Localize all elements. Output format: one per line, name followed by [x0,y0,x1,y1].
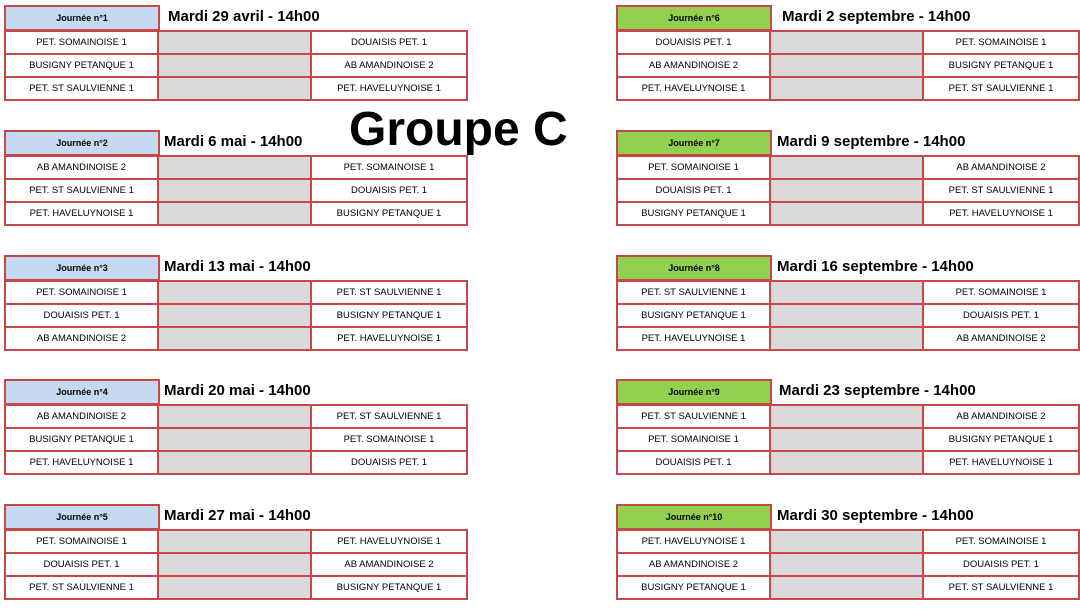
journee-label: Journée n°8 [616,255,772,281]
match-row [617,530,1079,553]
score-cell [158,451,311,474]
match-row [5,281,467,304]
matches-table [616,529,1080,600]
journee-block [4,379,468,485]
journee-label: Journée n°1 [4,5,160,31]
home-team: AB AMANDINOISE 2 [617,553,770,576]
away-team: AB AMANDINOISE 2 [311,54,467,77]
journee-date: Mardi 20 mai - 14h00 [164,382,311,399]
home-team: PET. HAVELUYNOISE 1 [617,77,770,100]
journee-date: Mardi 29 avril - 14h00 [168,8,320,25]
score-cell [770,576,923,599]
score-cell [770,405,923,428]
journee-label: Journée n°10 [616,504,772,530]
journee-label: Journée n°9 [616,379,772,405]
journee-label: Journée n°6 [616,5,772,31]
journee-block [616,379,1080,485]
away-team: PET. SOMAINOISE 1 [923,281,1079,304]
home-team: DOUAISIS PET. 1 [5,304,158,327]
match-row [617,428,1079,451]
match-row [5,451,467,474]
away-team: PET. ST SAULVIENNE 1 [311,405,467,428]
away-team: PET. HAVELUYNOISE 1 [311,530,467,553]
away-team: BUSIGNY PETANQUE 1 [311,576,467,599]
match-row [5,77,467,100]
away-team: AB AMANDINOISE 2 [923,156,1079,179]
score-cell [770,54,923,77]
match-row [617,202,1079,225]
home-team: PET. ST SAULVIENNE 1 [617,405,770,428]
home-team: PET. ST SAULVIENNE 1 [617,281,770,304]
home-team: DOUAISIS PET. 1 [617,31,770,54]
journee-label: Journée n°7 [616,130,772,156]
match-row [5,327,467,350]
matches-table [4,30,468,101]
journee-block [616,255,1080,361]
match-row [617,304,1079,327]
home-team: DOUAISIS PET. 1 [617,451,770,474]
matches-table [616,280,1080,351]
away-team: AB AMANDINOISE 2 [923,405,1079,428]
match-row [5,304,467,327]
home-team: AB AMANDINOISE 2 [5,156,158,179]
score-cell [770,327,923,350]
score-cell [770,179,923,202]
away-team: BUSIGNY PETANQUE 1 [311,304,467,327]
away-team: PET. SOMAINOISE 1 [311,156,467,179]
away-team: PET. HAVELUYNOISE 1 [923,451,1079,474]
score-cell [158,553,311,576]
match-row [5,576,467,599]
score-cell [158,156,311,179]
home-team: DOUAISIS PET. 1 [617,179,770,202]
matches-table [616,155,1080,226]
score-cell [158,530,311,553]
journee-block [4,255,468,361]
score-cell [158,428,311,451]
match-row [617,156,1079,179]
matches-table [4,529,468,600]
score-cell [770,31,923,54]
score-cell [158,31,311,54]
match-row [617,179,1079,202]
match-row [617,77,1079,100]
away-team: DOUAISIS PET. 1 [311,179,467,202]
score-cell [770,156,923,179]
journee-date: Mardi 16 septembre - 14h00 [777,258,974,275]
away-team: PET. ST SAULVIENNE 1 [923,179,1079,202]
away-team: PET. SOMAINOISE 1 [311,428,467,451]
home-team: AB AMANDINOISE 2 [5,327,158,350]
matches-table [4,155,468,226]
journee-block [4,130,468,236]
match-row [5,31,467,54]
away-team: AB AMANDINOISE 2 [923,327,1079,350]
score-cell [770,530,923,553]
journee-label: Journée n°4 [4,379,160,405]
match-row [617,327,1079,350]
home-team: PET. HAVELUYNOISE 1 [5,202,158,225]
match-row [5,179,467,202]
home-team: BUSIGNY PETANQUE 1 [617,576,770,599]
score-cell [158,327,311,350]
score-cell [770,304,923,327]
matches-table [4,280,468,351]
away-team: DOUAISIS PET. 1 [923,553,1079,576]
match-row [5,156,467,179]
score-cell [158,202,311,225]
score-cell [770,77,923,100]
away-team: AB AMANDINOISE 2 [311,553,467,576]
home-team: DOUAISIS PET. 1 [5,553,158,576]
match-row [617,451,1079,474]
away-team: PET. SOMAINOISE 1 [923,31,1079,54]
home-team: PET. SOMAINOISE 1 [617,428,770,451]
away-team: PET. HAVELUYNOISE 1 [311,327,467,350]
away-team: DOUAISIS PET. 1 [923,304,1079,327]
match-row [5,530,467,553]
score-cell [770,451,923,474]
score-cell [770,281,923,304]
journee-date: Mardi 27 mai - 14h00 [164,507,311,524]
matches-table [4,404,468,475]
home-team: PET. SOMAINOISE 1 [5,530,158,553]
match-row [5,202,467,225]
score-cell [158,304,311,327]
away-team: PET. ST SAULVIENNE 1 [923,576,1079,599]
matches-table [616,30,1080,101]
home-team: PET. SOMAINOISE 1 [5,281,158,304]
away-team: PET. SOMAINOISE 1 [923,530,1079,553]
journee-block [4,5,468,111]
score-cell [770,202,923,225]
home-team: AB AMANDINOISE 2 [5,405,158,428]
home-team: PET. ST SAULVIENNE 1 [5,576,158,599]
away-team: BUSIGNY PETANQUE 1 [923,428,1079,451]
matches-table [616,404,1080,475]
away-team: PET. HAVELUYNOISE 1 [311,77,467,100]
home-team: PET. SOMAINOISE 1 [5,31,158,54]
match-row [617,405,1079,428]
away-team: BUSIGNY PETANQUE 1 [311,202,467,225]
score-cell [158,405,311,428]
home-team: BUSIGNY PETANQUE 1 [5,428,158,451]
match-row [617,54,1079,77]
home-team: PET. HAVELUYNOISE 1 [617,327,770,350]
journee-label: Journée n°2 [4,130,160,156]
match-row [617,553,1079,576]
score-cell [158,281,311,304]
journee-date: Mardi 30 septembre - 14h00 [777,507,974,524]
home-team: PET. HAVELUYNOISE 1 [617,530,770,553]
journee-label: Journée n°3 [4,255,160,281]
home-team: AB AMANDINOISE 2 [617,54,770,77]
match-row [617,281,1079,304]
match-row [617,31,1079,54]
home-team: BUSIGNY PETANQUE 1 [5,54,158,77]
home-team: BUSIGNY PETANQUE 1 [617,304,770,327]
group-title: Groupe C [349,103,568,156]
journee-block [616,130,1080,236]
match-row [5,405,467,428]
match-row [5,553,467,576]
home-team: PET. SOMAINOISE 1 [617,156,770,179]
journee-date: Mardi 6 mai - 14h00 [164,133,303,150]
score-cell [770,428,923,451]
score-cell [158,179,311,202]
away-team: DOUAISIS PET. 1 [311,31,467,54]
away-team: PET. ST SAULVIENNE 1 [311,281,467,304]
match-row [5,428,467,451]
away-team: PET. ST SAULVIENNE 1 [923,77,1079,100]
away-team: BUSIGNY PETANQUE 1 [923,54,1079,77]
match-row [617,576,1079,599]
home-team: PET. ST SAULVIENNE 1 [5,179,158,202]
score-cell [158,77,311,100]
journee-block [4,504,468,610]
score-cell [158,576,311,599]
journee-date: Mardi 2 septembre - 14h00 [782,8,971,25]
match-row [5,54,467,77]
journee-block [616,5,1080,111]
journee-date: Mardi 13 mai - 14h00 [164,258,311,275]
home-team: PET. HAVELUYNOISE 1 [5,451,158,474]
journee-date: Mardi 9 septembre - 14h00 [777,133,966,150]
journee-date: Mardi 23 septembre - 14h00 [779,382,976,399]
home-team: PET. ST SAULVIENNE 1 [5,77,158,100]
journee-label: Journée n°5 [4,504,160,530]
away-team: DOUAISIS PET. 1 [311,451,467,474]
score-cell [158,54,311,77]
journee-block [616,504,1080,610]
score-cell [770,553,923,576]
home-team: BUSIGNY PETANQUE 1 [617,202,770,225]
away-team: PET. HAVELUYNOISE 1 [923,202,1079,225]
